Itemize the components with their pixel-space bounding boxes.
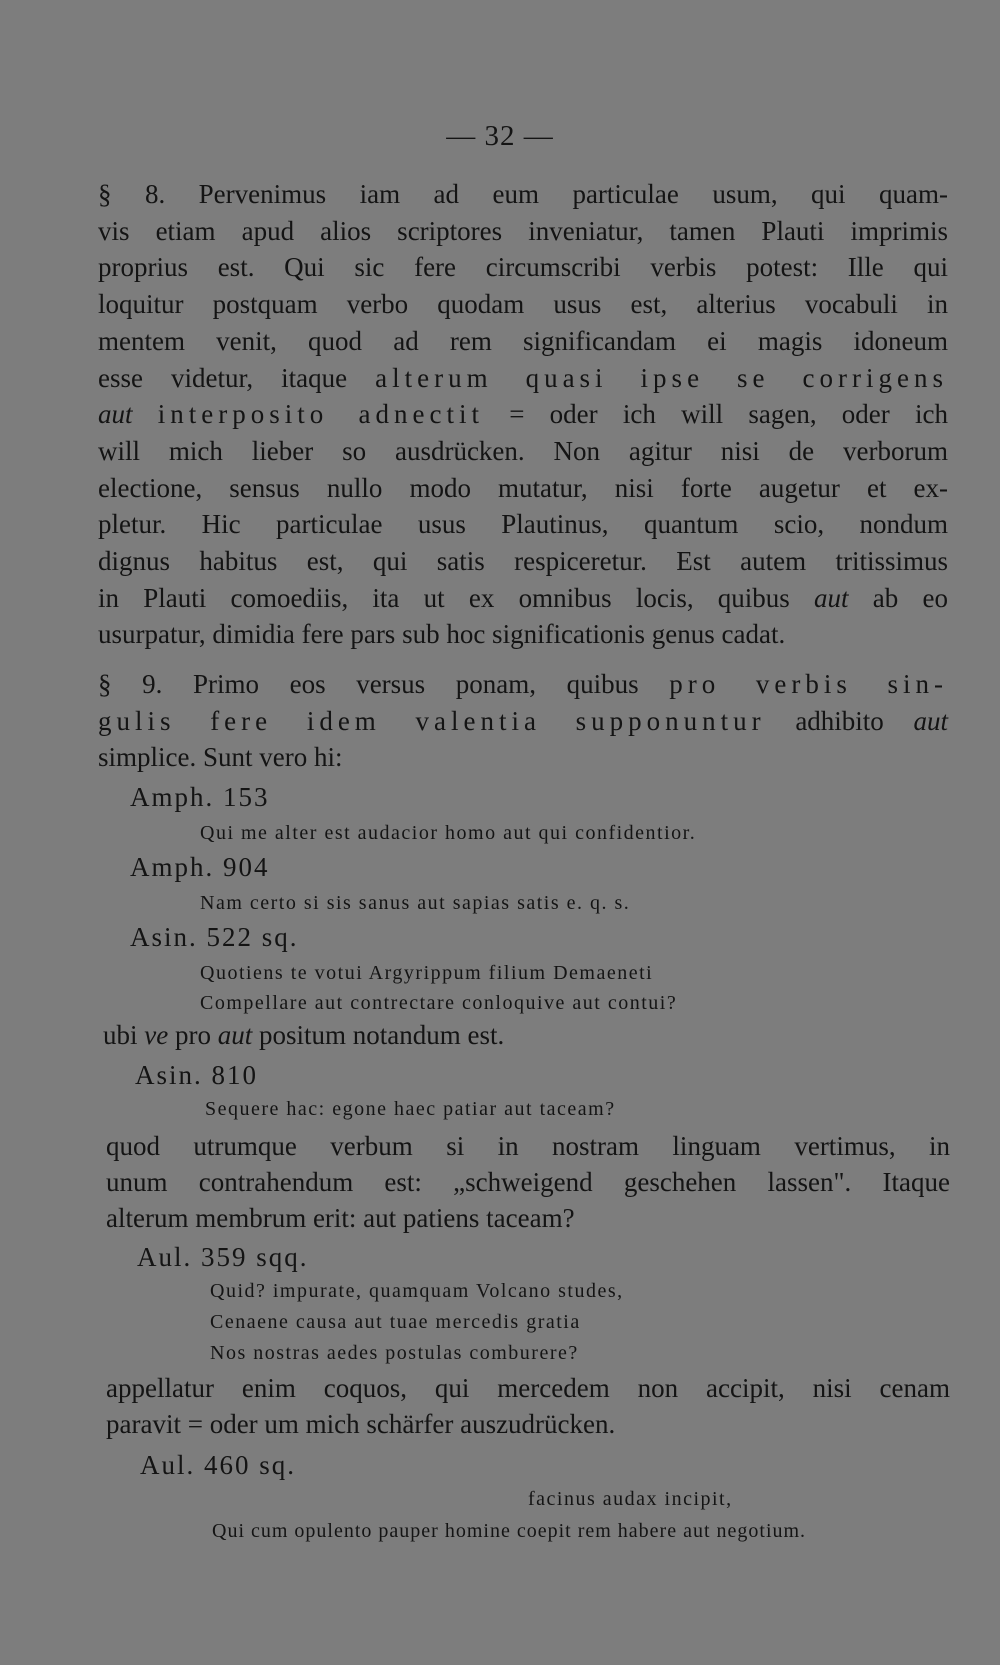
text-line: § 8. Pervenimus iam ad eum particulae usum, qui quam- — [98, 179, 948, 209]
verse-line: Quid? impurate, quamquam Volcano studes, — [210, 1280, 624, 1302]
spaced-emphasis: alterum quasi ipse se corrigens — [375, 362, 948, 393]
citation-amph-153: Amph. 153 — [130, 782, 270, 812]
text-line: loquitur postquam verbo quodam usus est, alterius vocabuli in — [98, 289, 948, 320]
note-line: ubi ve pro aut positum notandum est. — [103, 1020, 505, 1050]
text-line: usurpatur, dimidia fere pars sub hoc significationis genus cadat. — [98, 619, 786, 650]
verse-line: Cenaene causa aut tuae mercedis gratia — [210, 1311, 581, 1333]
text-line: dignus habitus est, qui satis respiceretur. Est autem tritissimus — [98, 546, 948, 577]
text-line: unum contrahendum est: „schweigend geschehen lassen". Itaque — [106, 1167, 950, 1197]
text-line: paravit = oder um mich schärfer auszudrücken. — [106, 1409, 616, 1439]
text-line: vis etiam apud alios scriptores inveniatur, tamen Plauti imprimis — [98, 215, 948, 246]
verse-line: Nam certo si sis sanus aut sapias satis e. q. s. — [200, 892, 631, 914]
verse-line: Qui cum opulento pauper homine coepit rem habere aut negotium. — [212, 1520, 807, 1542]
text-line: aut interposito adnectit = oder ich will sagen, oder ich — [98, 399, 949, 430]
verse-line: Compellare aut contrectare conloquive aut contui? — [200, 992, 678, 1014]
italic-word: aut — [98, 399, 133, 430]
text-line: will mich lieber so ausdrücken. Non agitur nisi de verborum — [98, 435, 948, 466]
verse-line: facinus audax incipit, — [528, 1488, 733, 1510]
text-line: mentem venit, quod ad rem significandam ei magis idoneum — [98, 325, 948, 356]
spaced-emphasis: gulis fere idem valentia supponuntur — [98, 705, 766, 736]
note-paragraph — [106, 1370, 950, 1442]
text-line: quod utrumque verbum si in nostram linguam vertimus, in — [106, 1131, 950, 1161]
text-line: § 9. Primo eos versus ponam, quibus pro verbis sin- — [98, 669, 948, 699]
citation-aul-359: Aul. 359 sqq. — [137, 1242, 309, 1272]
text-line: alterum membrum erit: aut patiens taceam? — [106, 1203, 575, 1233]
text-line: esse videtur, itaque alterum quasi ipse se corrigens — [98, 362, 948, 393]
citation-asin-522: Asin. 522 sq. — [130, 922, 299, 952]
citation-amph-904: Amph. 904 — [130, 852, 270, 882]
spaced-emphasis: interposito adnectit — [157, 399, 484, 430]
text-line: pletur. Hic particulae usus Plautinus, quantum scio, nondum — [98, 509, 948, 540]
citation-asin-810: Asin. 810 — [135, 1060, 259, 1090]
verse-line: Sequere hac: egone haec patiar aut taceam? — [205, 1098, 616, 1120]
text-line: gulis fere idem valentia supponuntur adhibito aut — [98, 705, 949, 736]
text-line: appellatur enim coquos, qui mercedem non accipit, nisi cenam — [106, 1373, 950, 1403]
note-paragraph — [106, 1128, 950, 1236]
text-line: simplice. Sunt vero hi: — [98, 742, 343, 773]
italic-word: aut — [814, 582, 849, 613]
section-8-paragraph — [98, 176, 948, 653]
italic-word: ve — [144, 1020, 169, 1050]
citation-aul-460: Aul. 460 sq. — [140, 1450, 297, 1480]
verse-line: Nos nostras aedes postulas comburere? — [210, 1342, 579, 1364]
italic-word: aut — [913, 705, 949, 736]
text-line: electione, sensus nullo modo mutatur, nisi forte augetur et ex- — [98, 472, 948, 503]
page-number: — 32 — — [446, 120, 554, 152]
italic-word: aut — [217, 1020, 253, 1050]
text-line: proprius est. Qui sic fere circumscribi verbis potest: Ille qui — [98, 252, 948, 283]
verse-line: Qui me alter est audacior homo aut qui confidentior. — [200, 822, 697, 844]
spaced-emphasis: pro verbis sin- — [669, 669, 948, 699]
section-9-paragraph — [98, 666, 948, 776]
text-line: in Plauti comoediis, ita ut ex omnibus locis, quibus aut ab eo — [98, 582, 948, 613]
verse-line: Quotiens te votui Argyrippum filium Demaeneti — [200, 962, 654, 984]
